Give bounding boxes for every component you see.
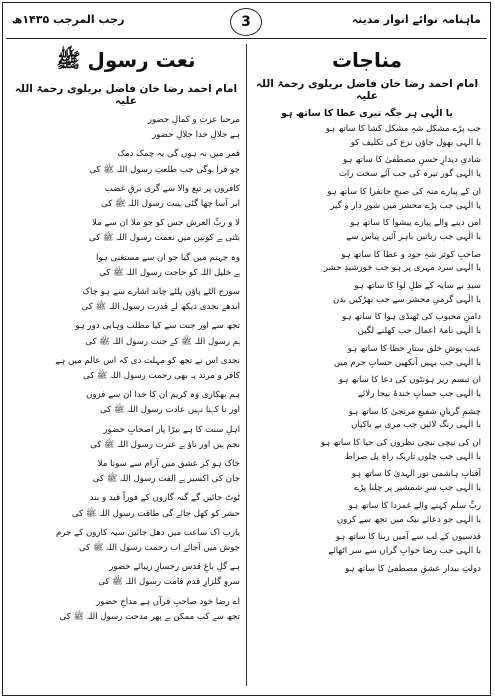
verse-line: ہے خلیل اللہ کو حاجت رسول اللہ ﷺ کی [99,267,240,278]
naat-verses [12,113,240,625]
verse-line: تجھ سے اور جنت سے کیا مطلب وہابی دور ہو [75,321,240,332]
verse-line: کافر و مرتد پہ بھی رحمت رسول اللہ ﷺ کی [83,371,240,382]
verse-line: یا الٰہی جب بہیں آنکھیں حسابِ جرم میں [333,357,481,368]
verse-line: یا الٰہی جب سرِ شمشیر پر چلنا پڑے [354,483,481,494]
verse-line: بٹتی ہے کونین میں نعمت رسول اللہ ﷺ کی [89,233,240,244]
verse-line: جان کی اکسیر ہے الفت رسول اللہ ﷺ کی [92,474,240,485]
verse-line: نجدی اس نے تجھ کو مہلت دی کہ اس عالم میں ہے [55,355,240,366]
verse-line: حشر کو کھل جائے گی طاقت رسول اللہ ﷺ کی [71,508,240,519]
verse-line: چشمِ گریانِ شفیعِ مرتجیٰ کا ساتھ ہو [348,406,481,417]
verse-line: یا الٰہی جو دعائے نیک میں تجھ سے کروں [336,514,481,525]
verse-line: قدسیوں کے لب سے آمیں ربنا کا ساتھ ہو [335,532,481,543]
verse-line: مرحبا عزت و کمالِ حضور [147,115,240,125]
verse-line: کافروں پر تیغ والا سے گری برقِ غضب [104,183,240,194]
verse-line: ابر آسا چھا گئی ہیبت رسول اللہ ﷺ کی [100,199,240,210]
naat-title: نعت رسول ﷺ [56,48,196,72]
verse-line: ربِّ سلم کہنے والے غمزدا کا ساتھ ہو [348,500,481,511]
verse-line: صاحبِ کوثر شہِ جود و عطا کا ساتھ ہو [341,249,481,260]
verse-line: یا الٰہی جب رضا خوابِ گراں سے سر اٹھائے [328,545,481,556]
verse-line: ہم بھکاری وہ کریم ان کا خدا ان سے فزوں [86,390,240,401]
verse-line: اور نا کہنا نہیں عادت رسول اللہ ﷺ کی [100,405,240,416]
verse-line: عیب پوشِ خلق ستارِ خطا کا ساتھ ہو [347,343,481,354]
verse-line: ٹوٹ جائیں گے گنہ گاروں کے فوراً قید و بند [89,493,240,504]
page-header [6,6,487,40]
munajat-refrain: یا الٰہی ہر جگہ تیری عطا کا ساتھ ہو [281,108,453,119]
verse-line: خاک ہو کر عشق میں آرام سے سونا ملا [97,459,240,470]
naat-column [12,46,240,625]
verse-line: امن دینے والے پیارے پیشوا کا ساتھ ہو [350,218,481,229]
verse-line: جو قرا ہوگی جب طلعتِ رسول اللہ ﷺ کی [89,164,240,175]
header-divider [6,38,487,39]
verse-line: شادیِ دیدارِ حسنِ مصطفیٰ کا ساتھ ہو [343,155,481,166]
munajat-column [253,46,481,576]
verse-line: یا الٰہی گرمیِ محشر سے جب بھڑکیں بدن [332,294,481,305]
verse-line: دامنِ محبوب کی ٹھنڈی ہوا کا ساتھ ہو [342,312,481,323]
verse-line: یا الٰہی نامۂ اعمال جب کھلنے لگیں [357,326,481,337]
verse-line: اے رضا خود صاحبِ قرآں ہے مداحِ حضور [96,596,240,607]
verse-line: یا الٰہی جب چلوں تاریک راہِ پل صراط [344,451,481,462]
verse-line: نجم ہیں اور ناؤ ہے عترت رسول اللہ ﷺ کی [90,439,240,450]
verse-line: اہلِ سنت کا ہے بیڑا پار اصحابِ حضور [103,424,240,435]
verse-line: لا و ربِّ العرش جس کو جو ملا ان سے ملا [92,218,240,229]
verse-line: ان کے پیارے منہ کی صبحِ جانفزا کا ساتھ ہو [327,186,481,197]
verse-line: سیدِ بے سایہ کے ظلِ لوا کا ساتھ ہو [354,281,481,292]
verse-line: یا الٰہی بھول جاؤں نزع کی تکلیف کو [350,137,481,148]
issue-date: رجب المرجب ۱۴۳۵ھ [12,13,125,26]
naat-author: امام احمد رضا خان فاضل بریلوی رحمۃ اللہ علیہ [14,83,238,107]
munajat-author: امام احمد رضا خان فاضل بریلوی رحمۃ اللہ علیہ [255,78,479,102]
verse-line: یا الٰہی رنگ لائیں جب مری بے باکیاں [351,420,481,431]
verse-line: یا الٰہی سرد مہری پر ہو جب خورشیدِ حشر [323,263,481,274]
verse-line: تجھ سے کب ممکن ہے پھر مدحت رسول اللہ ﷺ کی [59,611,240,622]
verse-line: آفتابِ ہاشمی نور الہدیٰ کا ساتھ ہو [351,469,481,480]
verse-line: یا الٰہی جب پڑے محشر میں شورِ دار و گیر [330,200,481,211]
verse-line: جب پڑے مشکل شہِ مشکل کشا کا ساتھ ہو [325,124,481,134]
verse-line: دولتِ بیدار عشقِ مصطفیٰ کا ساتھ ہو [345,563,481,574]
verse-line: یارب اک ساعت میں دھل جائیں سیہ کاروں کے جرم [55,527,240,538]
verse-line: ان تبسم ریز ہونٹوں کی دعا کا ساتھ ہو [338,375,481,386]
verse-line: جوش میں آجائے اب رحمت رسول اللہ ﷺ کی [78,543,240,554]
magazine-name: ماہنامہ نوائے انوار مدینہ [351,13,481,26]
verse-line: سروِ گلزارِ قدم قامت رسول اللہ ﷺ کی [98,577,240,588]
verse-line: ان کی نیچی نیچی نظروں کی حیا کا ساتھ ہو [320,438,481,449]
page-number-badge: 3 [230,8,262,36]
verse-line: وہ جہنم میں گیا جو ان سے مستغنی ہوا [95,252,240,263]
verse-line: یا الٰہی جب حسابِ خندۂ بیجا رلائے [357,388,481,399]
column-divider [246,44,247,686]
verse-line: یا الٰہی جب زبانیں باہر آئیں پیاس سے [346,231,481,242]
verse-line: سورج الٹے پاؤں پلٹے چاند اشارے سے ہو چاک [82,287,240,298]
verse-line: ہے جلالِ خدا جلالِ حضور [152,130,240,141]
verse-line: یا الٰہی گور تیرہ کی جب آئے سخت رات [338,169,481,180]
munajat-verses [253,123,481,576]
verse-line: اندھے نجدی دیکھ لے قدرت رسول اللہ ﷺ کی [81,302,240,313]
verse-line: ہے گلِ باغِ قدس رخسارِ زیبائے حضور [109,562,240,573]
verse-line: قمر میں نہ ہوں گی یہ چمک دمک [117,149,240,160]
verse-line: ہم رسول اللہ ﷺ کے جنت رسول اللہ ﷺ کی [85,336,240,347]
munajat-title: مناجات [331,48,403,72]
